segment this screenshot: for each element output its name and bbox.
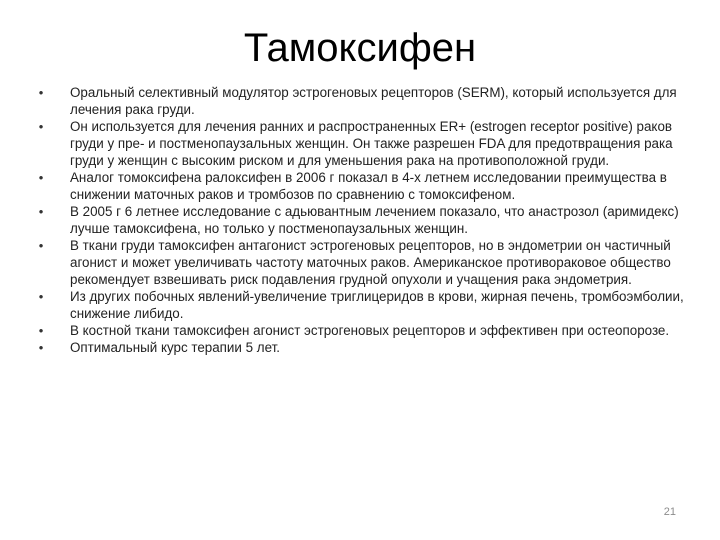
bullet-item [36,288,684,322]
bullet-dot-icon: • [38,119,44,134]
bullet-dot-icon: • [38,85,44,100]
bullet-dot-icon: • [38,289,44,304]
bullet-text: В ткани груди тамоксифен антагонист эстрогеновых рецепторов, но в эндометрии он частичный агонист и может увеличивать частоту маточных раков. Американское противораковое общество рекомендует взвешивать риск подавления грудной опухоли и учащения рака эндометрия. [70,238,671,287]
bullet-dot-icon: • [38,340,44,355]
bullet-text: Аналог томоксифена ралоксифен в 2006 г показал в 4-х летнем исследовании преимущества в снижении маточных раков и тромбозов по сравнению с томоксифеном. [70,170,667,202]
bullet-item [36,237,684,288]
bullet-text: Оптимальный курс терапии 5 лет. [70,340,280,355]
bullet-dot-icon: • [38,238,44,253]
bullet-item [36,84,684,118]
slide-number: 21 [663,506,676,518]
bullet-list [36,84,684,356]
bullet-dot-icon: • [38,323,44,338]
bullet-text: Из других побочных явлений-увеличение триглицеридов в крови, жирная печень, тромбоэмболии, снижение либидо. [70,289,684,321]
bullet-dot-icon: • [38,204,44,219]
bullet-item [36,339,684,356]
bullet-text: Он используется для лечения ранних и распространенных ER+ (estrogen receptor positive) раков груди у пре- и постменопаузальных женщин. Он также разрешен FDA для предотвращения рака груди у женщин с высоким риском и для уменьшения рака на противоположной груди. [70,119,673,168]
bullet-text: Оральный селективный модулятор эстрогеновых рецепторов (SERM), который используется для лечения рака груди. [70,85,677,117]
bullet-dot-icon: • [38,170,44,185]
bullet-item [36,118,684,169]
bullet-item [36,169,684,203]
bullet-text: В костной ткани тамоксифен агонист эстрогеновых рецепторов и эффективен при остеопорозе. [70,323,670,338]
slide-title: Тамоксифен [243,26,477,70]
bullet-item [36,322,684,339]
bullet-item [36,203,684,237]
bullet-text: В 2005 г 6 летнее исследование с адьювантным лечением показало, что анастрозол (аримидекс) лучше тамоксифена, но только у постменопаузальных женщин. [70,204,679,236]
